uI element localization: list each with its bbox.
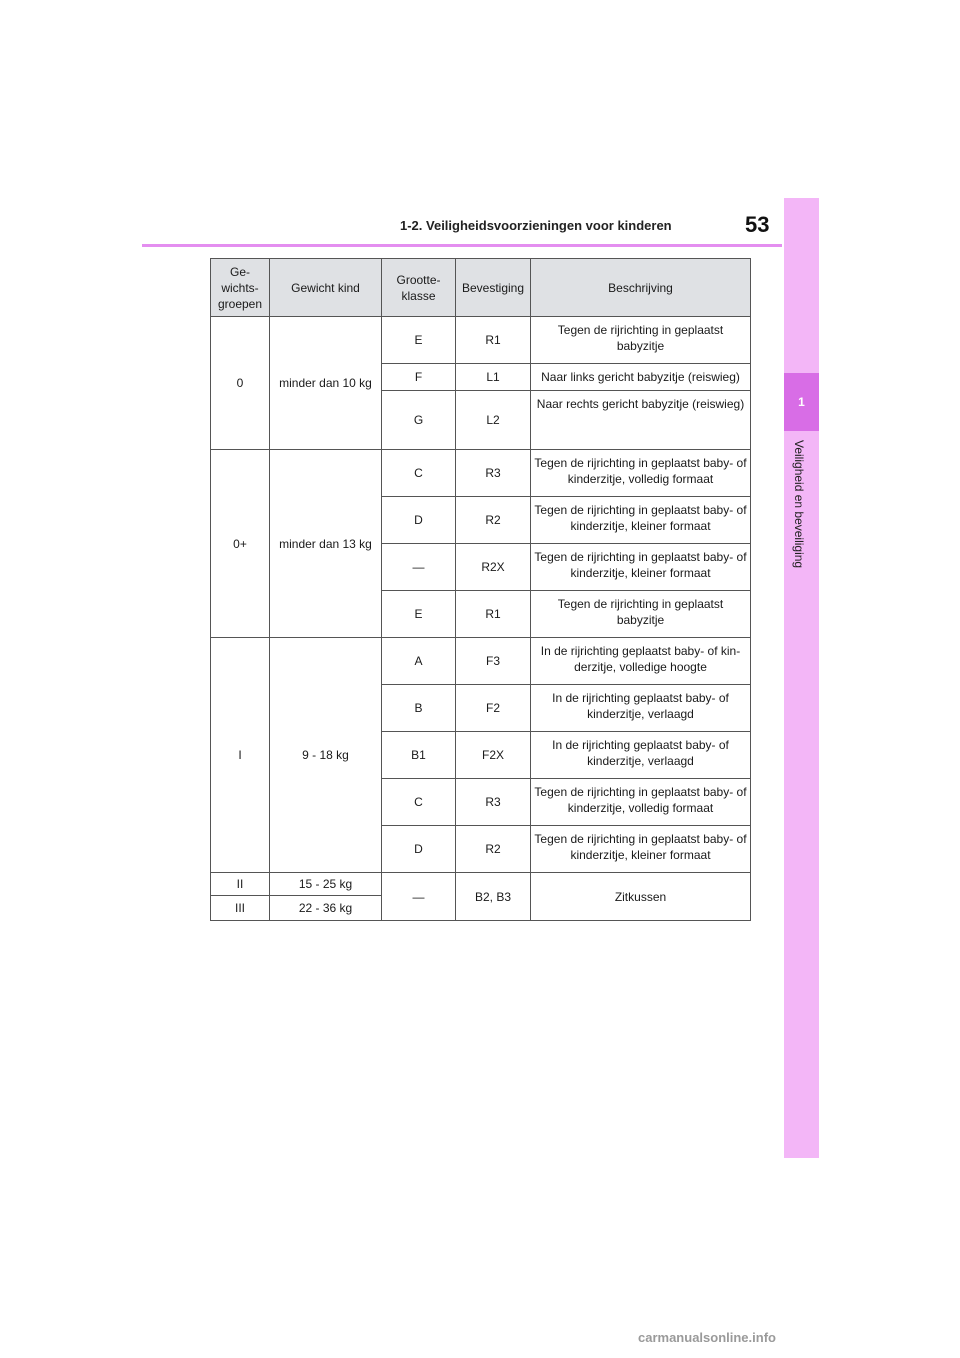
- header-mounting: Bevestiging: [456, 259, 531, 317]
- mounting-cell: R3: [456, 450, 531, 497]
- mounting-cell: R1: [456, 591, 531, 638]
- mounting-cell: L1: [456, 364, 531, 391]
- size-class-cell: B1: [382, 732, 456, 779]
- description-cell: Tegen de rijrichting in geplaatst babyzitje: [531, 591, 751, 638]
- weight-group-cell: I: [211, 638, 270, 873]
- size-class-cell: —: [382, 544, 456, 591]
- size-class-cell: G: [382, 391, 456, 450]
- description-cell: Tegen de rijrichting in geplaatst baby- of kinderzitje, volledig formaat: [531, 450, 751, 497]
- header-size-class: Grootte- klasse: [382, 259, 456, 317]
- mounting-cell: R2: [456, 826, 531, 873]
- section-title: 1-2. Veiligheidsvoorzieningen voor kinderen: [400, 218, 672, 233]
- header-child-weight: Gewicht kind: [270, 259, 382, 317]
- child-weight-cell: minder dan 13 kg: [270, 450, 382, 638]
- size-class-cell: F: [382, 364, 456, 391]
- header-weight-group: Ge- wichts- groepen: [211, 259, 270, 317]
- mounting-cell: F2X: [456, 732, 531, 779]
- chapter-side-tab[interactable]: [784, 198, 819, 1158]
- header-description: Beschrijving: [531, 259, 751, 317]
- mounting-cell: R3: [456, 779, 531, 826]
- size-class-cell: A: [382, 638, 456, 685]
- description-cell: Tegen de rijrichting in geplaatst baby- of kinderzitje, kleiner formaat: [531, 497, 751, 544]
- description-cell: In de rijrichting geplaatst baby- of kin- derzitje, volledige hoogte: [531, 638, 751, 685]
- weight-group-cell: III: [211, 896, 270, 921]
- weight-group-cell: 0: [211, 317, 270, 450]
- table-header-row: [211, 259, 751, 317]
- table-row: [211, 873, 751, 896]
- weight-group-cell: 0+: [211, 450, 270, 638]
- site-watermark: carmanualsonline.info: [638, 1330, 776, 1345]
- mounting-cell: R2: [456, 497, 531, 544]
- description-cell: Zitkussen: [531, 873, 751, 921]
- table-row: [211, 317, 751, 364]
- chapter-label: Veiligheid en beveiliging: [792, 440, 806, 569]
- description-cell: Tegen de rijrichting in geplaatst babyzitje: [531, 317, 751, 364]
- size-class-cell: C: [382, 779, 456, 826]
- header-divider: [142, 244, 782, 247]
- size-class-cell: D: [382, 826, 456, 873]
- description-cell: In de rijrichting geplaatst baby- of kinderzitje, verlaagd: [531, 685, 751, 732]
- table-row: [211, 638, 751, 685]
- child-seat-size-table: [210, 258, 751, 921]
- size-class-cell: E: [382, 317, 456, 364]
- mounting-cell: F3: [456, 638, 531, 685]
- mounting-cell: F2: [456, 685, 531, 732]
- description-cell: Tegen de rijrichting in geplaatst baby- of kinderzitje, kleiner formaat: [531, 826, 751, 873]
- description-cell: In de rijrichting geplaatst baby- of kinderzitje, verlaagd: [531, 732, 751, 779]
- size-class-cell: B: [382, 685, 456, 732]
- description-cell: Naar rechts gericht babyzitje (reiswieg): [531, 391, 751, 450]
- weight-group-cell: II: [211, 873, 270, 896]
- child-weight-cell: minder dan 10 kg: [270, 317, 382, 450]
- size-class-cell: E: [382, 591, 456, 638]
- page-number: 53: [745, 212, 770, 237]
- size-class-cell: D: [382, 497, 456, 544]
- description-cell: Tegen de rijrichting in geplaatst baby- of kinderzitje, volledig formaat: [531, 779, 751, 826]
- mounting-cell: L2: [456, 391, 531, 450]
- child-weight-cell: 9 - 18 kg: [270, 638, 382, 873]
- mounting-cell: R2X: [456, 544, 531, 591]
- chapter-number-badge[interactable]: 1: [784, 373, 819, 431]
- size-class-cell: —: [382, 873, 456, 921]
- description-cell: Tegen de rijrichting in geplaatst baby- of kinderzitje, kleiner formaat: [531, 544, 751, 591]
- child-weight-cell: 15 - 25 kg: [270, 873, 382, 896]
- child-weight-cell: 22 - 36 kg: [270, 896, 382, 921]
- mounting-cell: R1: [456, 317, 531, 364]
- description-cell: Naar links gericht babyzitje (reiswieg): [531, 364, 751, 391]
- size-class-cell: C: [382, 450, 456, 497]
- mounting-cell: B2, B3: [456, 873, 531, 921]
- table-row: [211, 450, 751, 497]
